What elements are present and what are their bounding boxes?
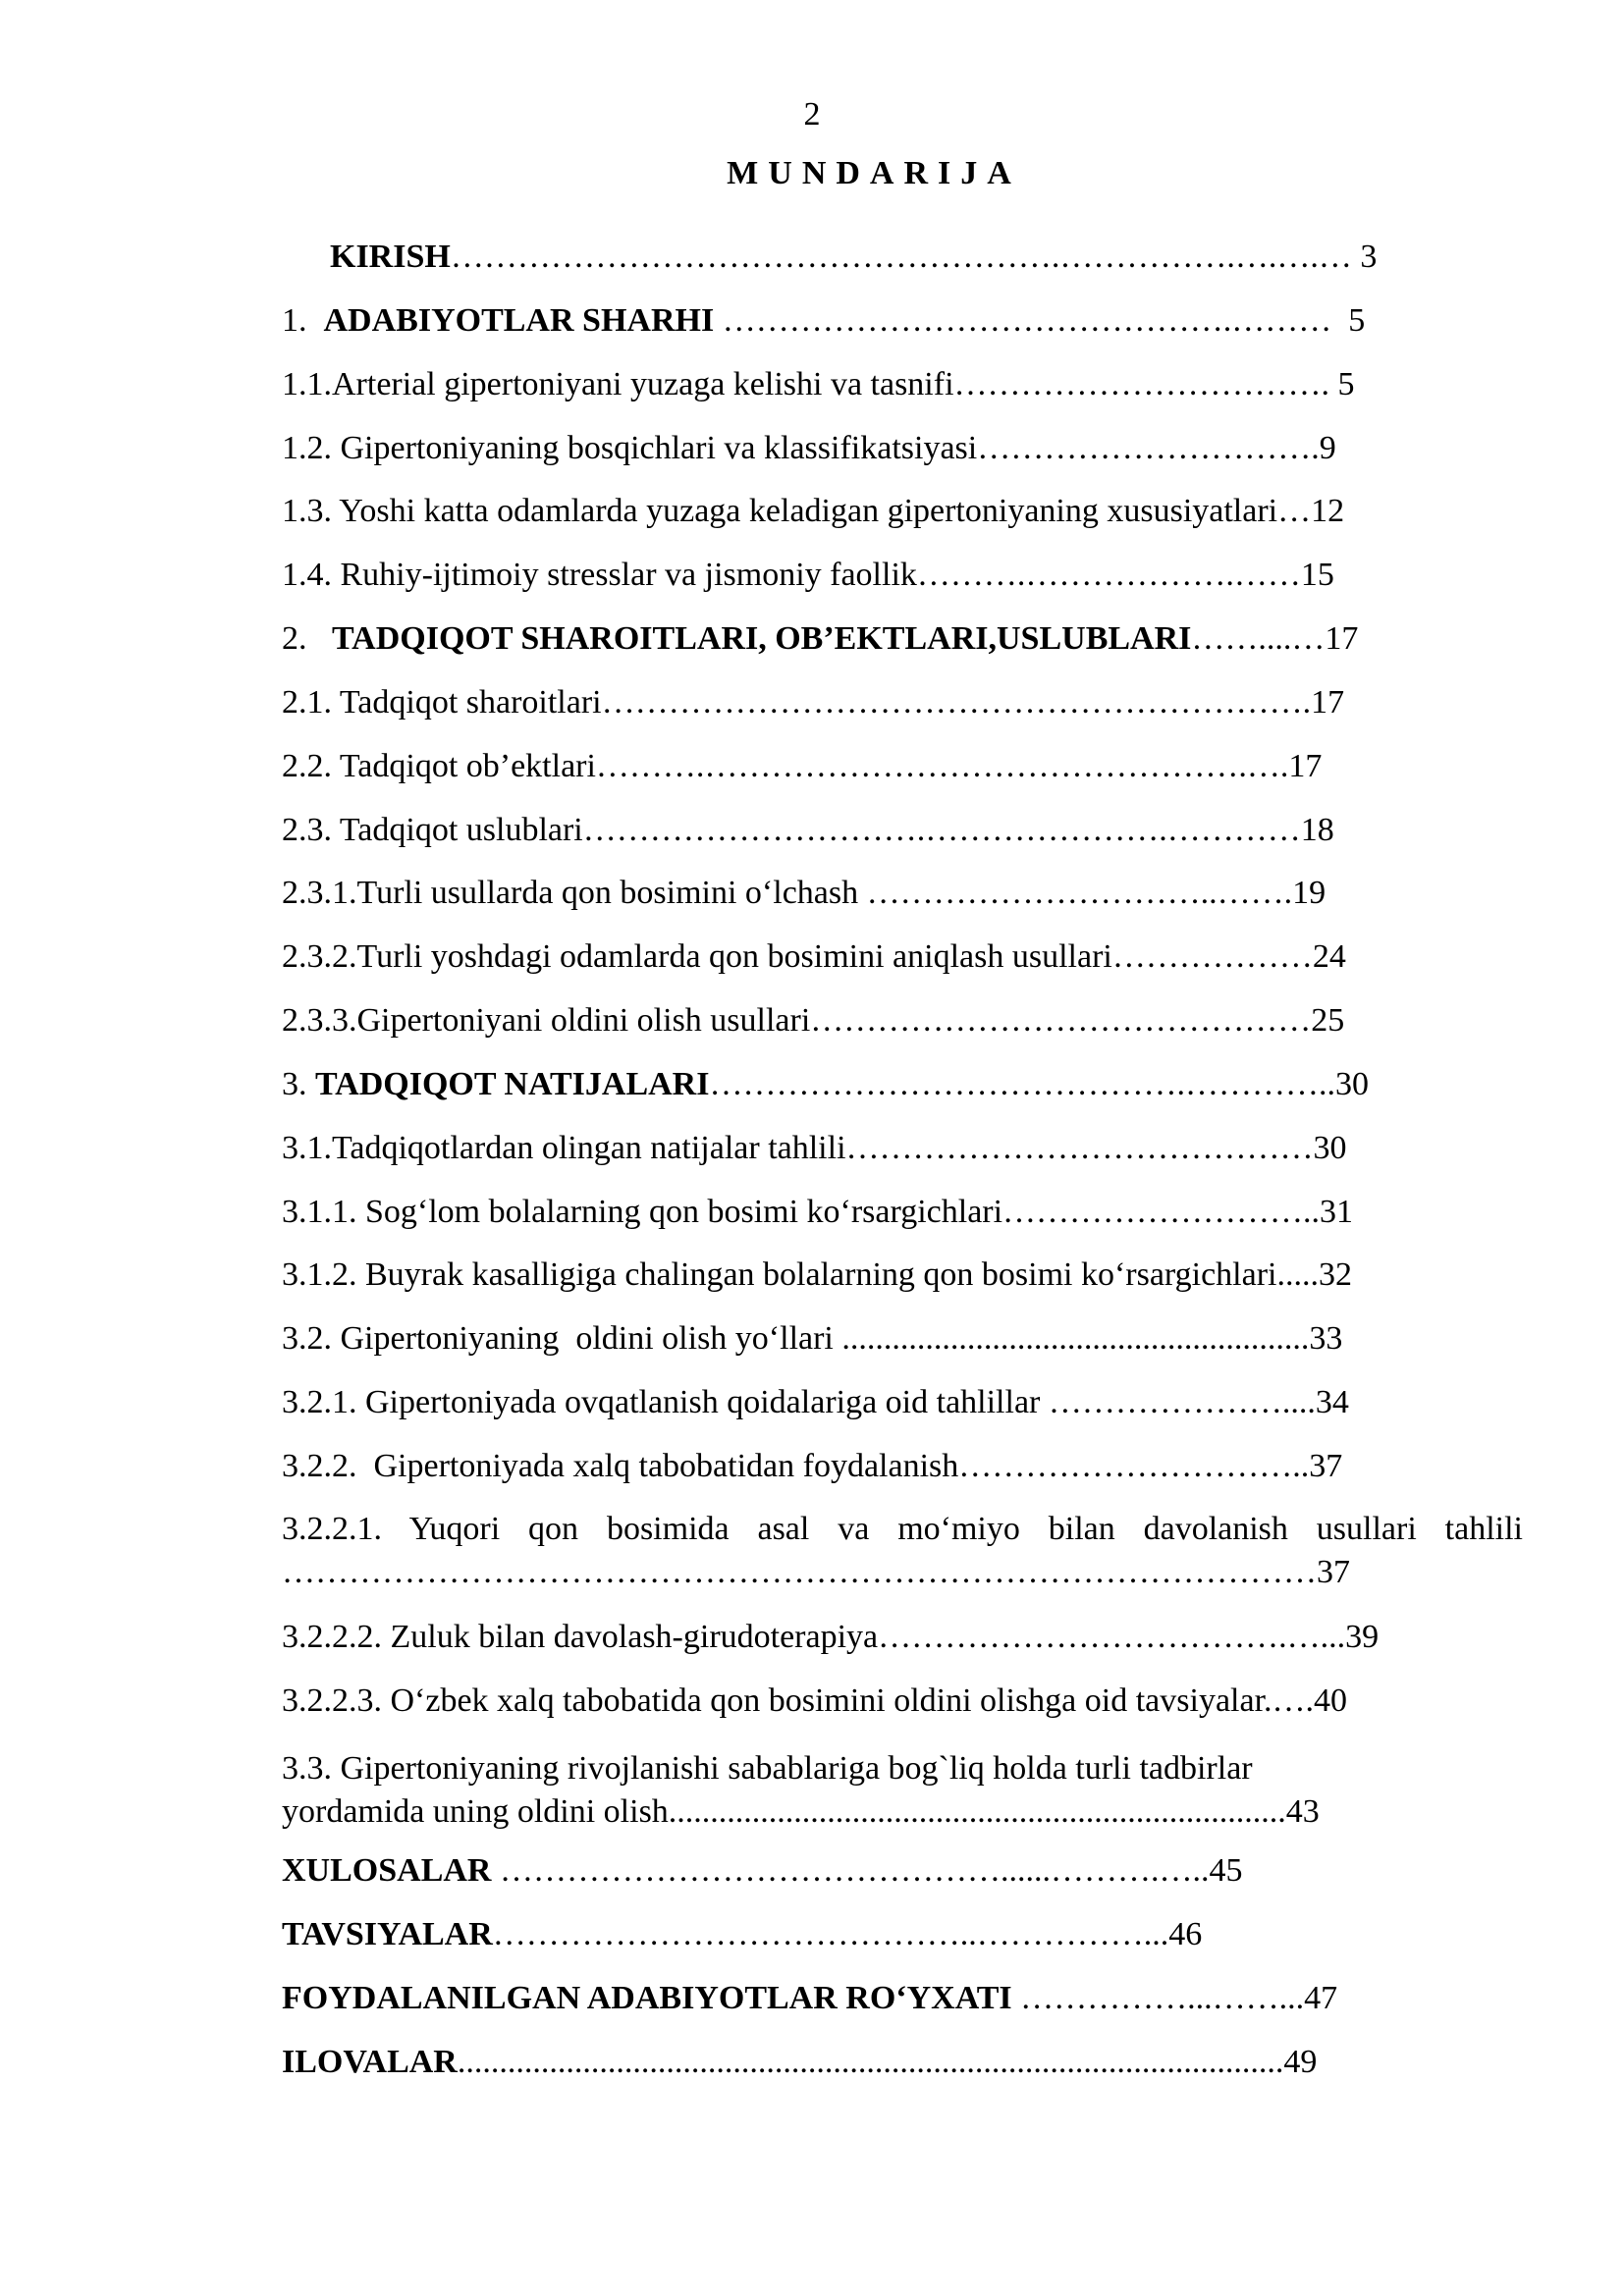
page-number: 2	[803, 96, 821, 133]
toc-entry-2-3-1: 2.3.1.Turli usullarda qon bosimini o‘lchash …………………………..…….19	[282, 875, 1326, 911]
toc-entry-3: 3. TADQIQOT NATIJALARI…………………………………….…………..30	[282, 1066, 1369, 1102]
toc-entry-1-2: 1.2. Gipertoniyaning bosqichlari va klassifikatsiyasi………………………….9	[282, 430, 1336, 466]
toc-entry-2-1: 2.1. Tadqiqot sharoitlari……………………………………………………….17	[282, 684, 1345, 721]
toc-entry-tavsiyalar: TAVSIYALAR……………………………………..……………...46	[282, 1916, 1203, 1952]
toc-entry-1-4: 1.4. Ruhiy-ijtimoiy stresslar va jismoniy faollik……….……………….……15	[282, 557, 1334, 593]
toc-entry-2: 2. TADQIQOT SHAROITLARI, OB’EKTLARI,USLUBLARI……....…17	[282, 620, 1359, 657]
toc-entry-kirish: KIRISH……………………………………………….…………….….….… 3	[330, 239, 1378, 275]
toc-entry-3-2: 3.2. Gipertoniyaning oldini olish yo‘llari ........................................................33	[282, 1320, 1343, 1357]
toc-entry-2-3-3: 2.3.3.Gipertoniyani oldini olish usullari………………………………………25	[282, 1002, 1345, 1039]
toc-entry-3-1-2: 3.1.2. Buyrak kasalligiga chalingan bolalarning qon bosimi ko‘rsargichlari.....32	[282, 1256, 1352, 1293]
toc-entry-2-3: 2.3. Tadqiqot uslublari………………………….………………….…………18	[282, 812, 1334, 848]
toc-title: MUNDARIJA	[727, 155, 1021, 191]
toc-entry-3-2-2-3: 3.2.2.3. O‘zbek xalq tabobatida qon bosimini oldini olishga oid tavsiyalar.….40	[282, 1682, 1348, 1719]
toc-entry-3-2-2-1: 3.2.2.1. Yuqori qon bosimida asal va mo‘miyo bilan davolanish usullari tahlili …………………………………………………………………………………37	[282, 1511, 1523, 1590]
toc-entry-1: 1. ADABIYOTLAR SHARHI ……………………………………….……… 5	[282, 302, 1366, 339]
toc-entry-2-2: 2.2. Tadqiqot ob’ektlari……….………………………………………….….17	[282, 748, 1323, 784]
toc-entry-1-1: 1.1.Arterial gipertoniyani yuzaga kelishi va tasnifi……………………………. 5	[282, 366, 1355, 402]
toc-entry-2-3-2: 2.3.2.Turli yoshdagi odamlarda qon bosimini aniqlash usullari………………24	[282, 938, 1346, 975]
toc-entry-1-3: 1.3. Yoshi katta odamlarda yuzaga keladigan gipertoniyaning xususiyatlari…12	[282, 493, 1345, 529]
toc-entry-3-2-2-2: 3.2.2.2. Zuluk bilan davolash-girudoterapiya……………………………….…...39	[282, 1619, 1380, 1655]
toc-entry-3-3: 3.3. Gipertoniyaning rivojlanishi sabablariga bog`liq holda turli tadbirlar yordamida uning oldini olish..........................................................................43	[282, 1750, 1320, 1830]
toc-entry-ilovalar: ILOVALAR...................................................................................................49	[282, 2044, 1318, 2080]
toc-entry-adabiyotlar: FOYDALANILGAN ADABIYOTLAR RO‘YXATI ……………...……...47	[282, 1980, 1338, 2016]
toc-entry-3-1: 3.1.Tadqiqotlardan olingan natijalar tahlili……………………………………30	[282, 1130, 1347, 1166]
toc-entry-3-2-1: 3.2.1. Gipertoniyada ovqatlanish qoidalariga oid tahlillar …………………....34	[282, 1384, 1349, 1420]
toc-entry-xulosalar: XULOSALAR ………………………………………......……….…..45	[282, 1852, 1243, 1889]
toc-entry-3-1-1: 3.1.1. Sog‘lom bolalarning qon bosimi ko‘rsargichlari………………………..31	[282, 1194, 1354, 1230]
toc-entry-3-2-2: 3.2.2. Gipertoniyada xalq tabobatidan foydalanish…………………………..37	[282, 1448, 1343, 1484]
